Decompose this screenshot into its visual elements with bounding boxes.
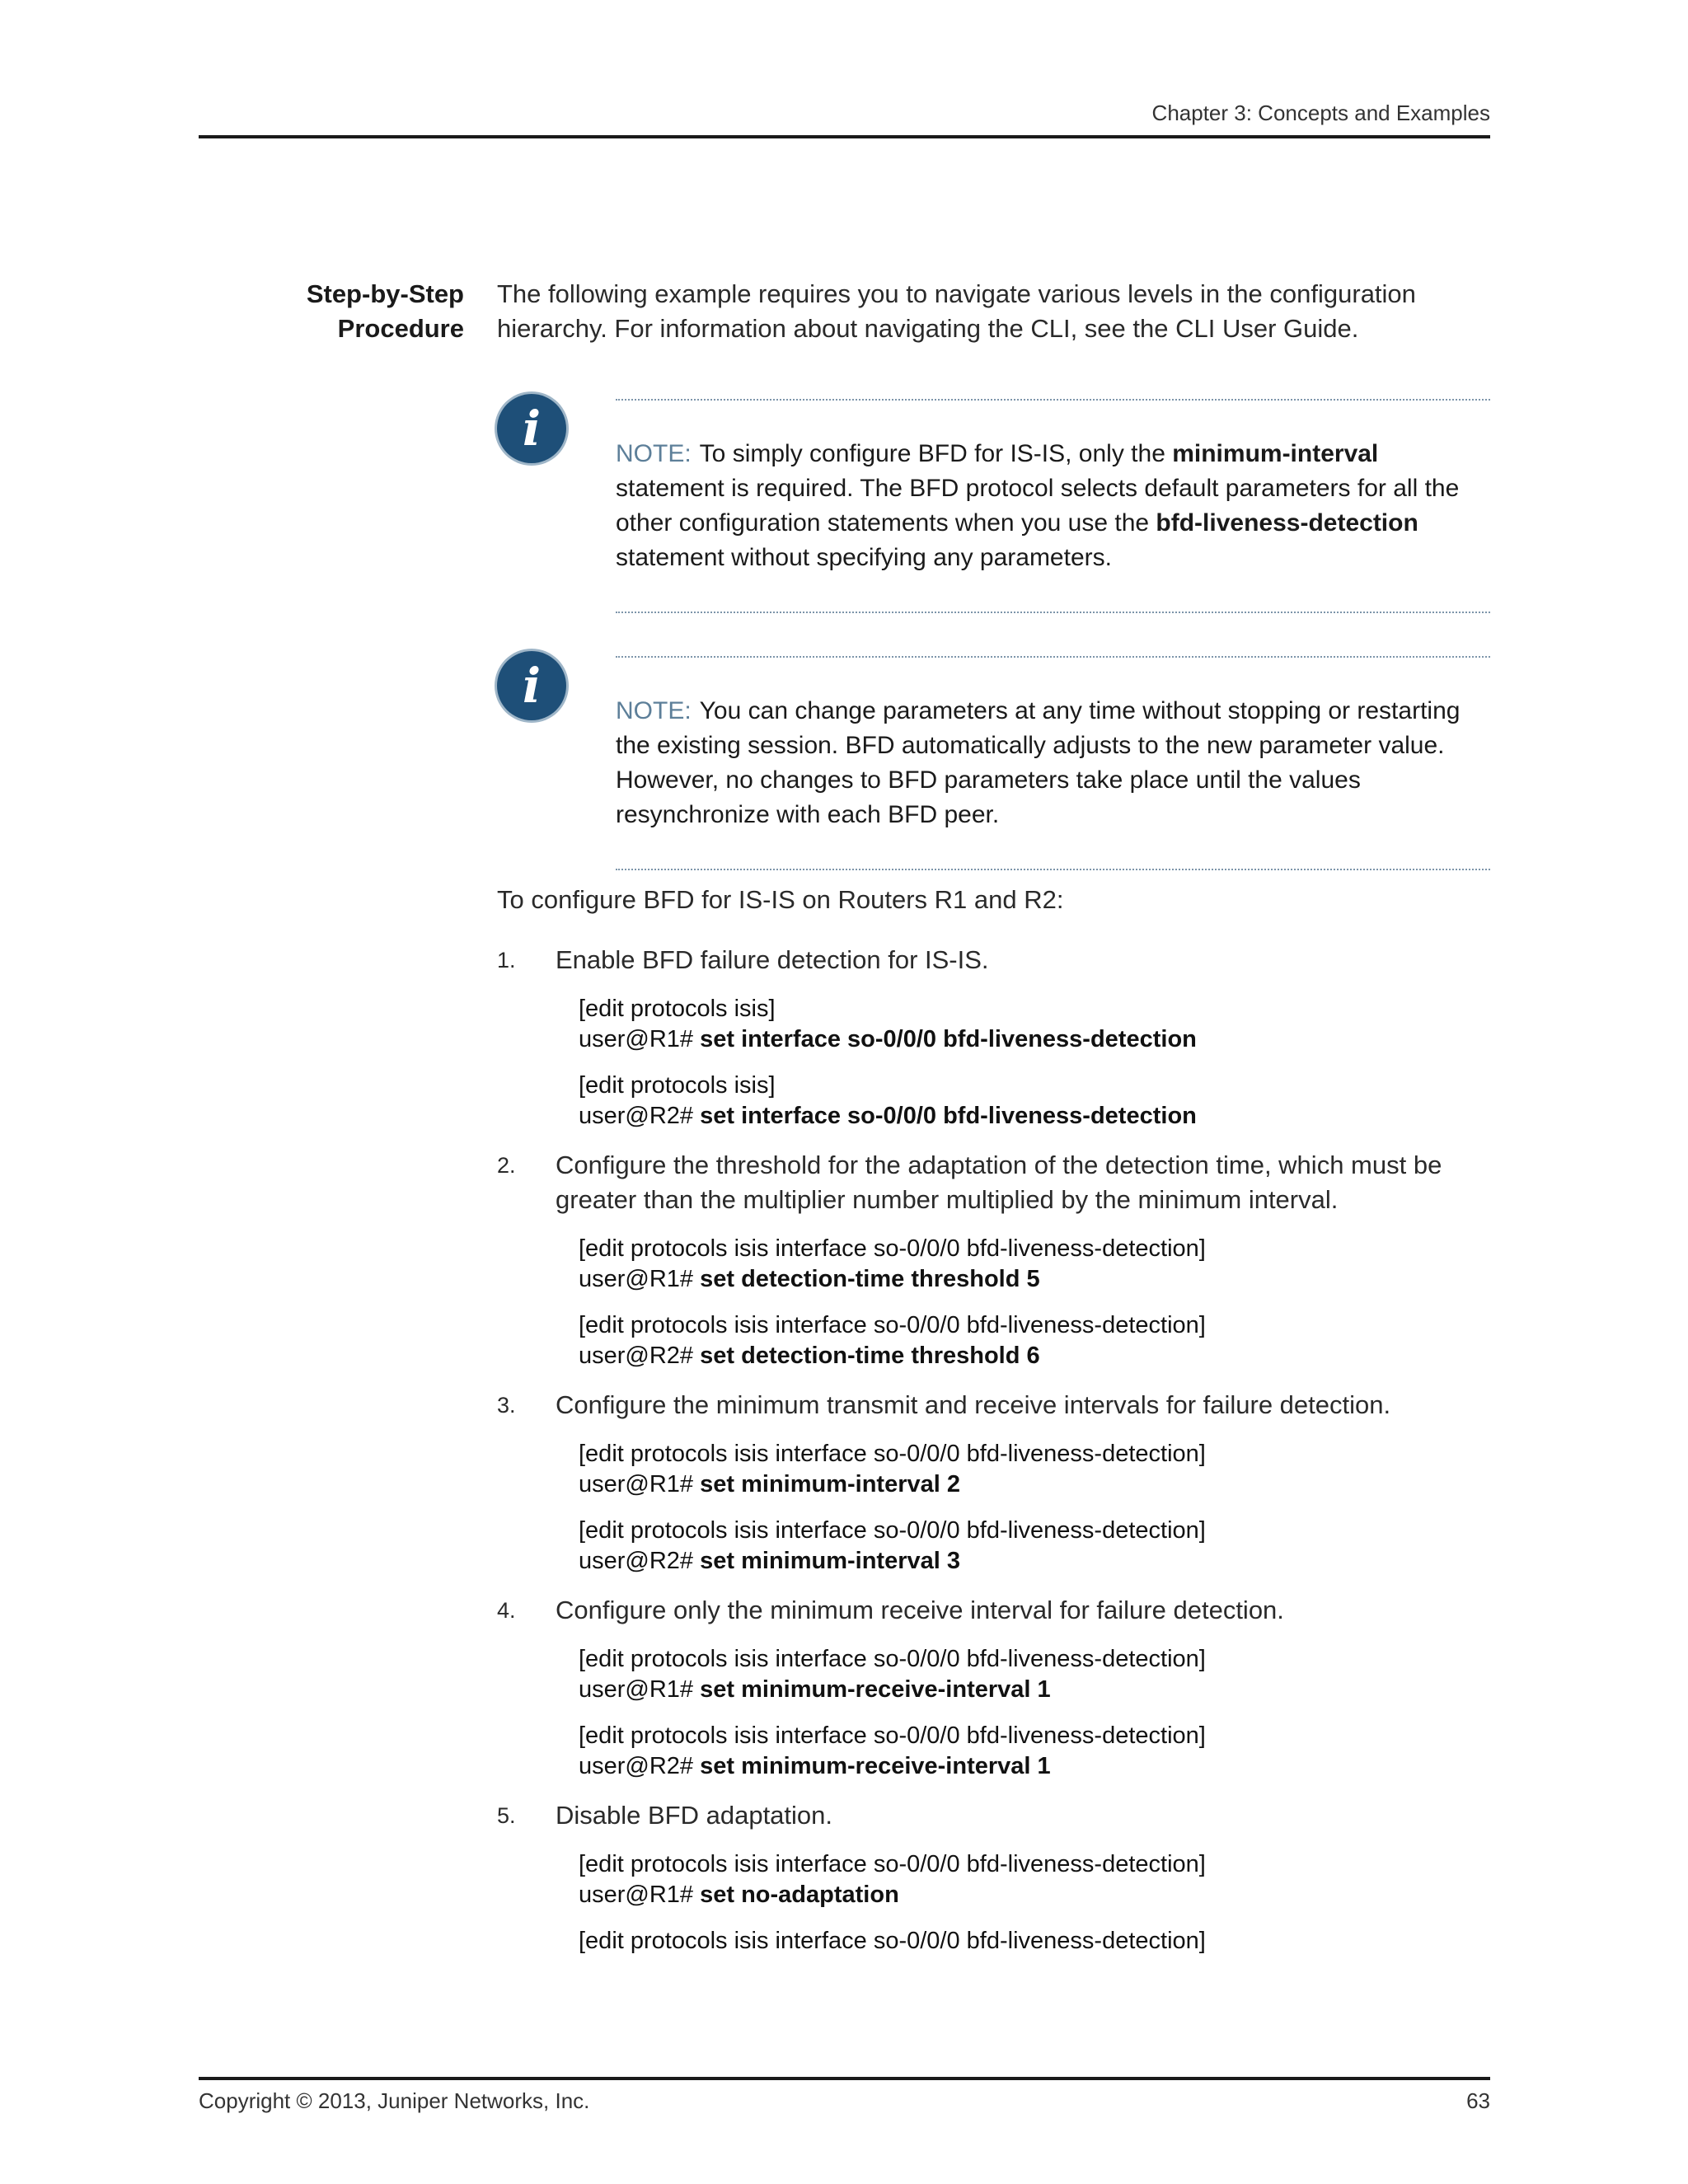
side-label-line1: Step-by-Step (306, 279, 464, 308)
code-context: [edit protocols isis interface so-0/0/0 bfd-liveness-detection] (579, 1851, 1206, 1877)
note-body (616, 399, 1490, 613)
code-command-line (579, 1101, 1197, 1132)
code-prompt: user@R1# (579, 1882, 701, 1908)
code-command: set minimum-interval 2 (700, 1471, 960, 1497)
code-command: set minimum-receive-interval 1 (700, 1676, 1051, 1703)
step-number: 3. (497, 1393, 516, 1418)
code-block (579, 1644, 1206, 1705)
code-command: set interface so-0/0/0 bfd-liveness-detection (700, 1026, 1197, 1052)
intro-paragraph: The following example requires you to navigate various levels in the configuration hierarchy. For information about navigating the CLI, see the CLI User Guide. (497, 279, 1416, 343)
note-text-part: To simply configure BFD for IS-IS, only the (699, 440, 1173, 467)
page-number: 63 (1466, 2088, 1490, 2113)
info-icon: i (497, 394, 566, 463)
code-block (579, 1516, 1206, 1577)
code-command: set no-adaptation (700, 1882, 899, 1908)
code-block (579, 1439, 1206, 1500)
step-number: 2. (497, 1153, 516, 1178)
code-prompt: user@R1# (579, 1676, 701, 1703)
code-prompt: user@R1# (579, 1026, 701, 1052)
code-command: set minimum-receive-interval 1 (700, 1753, 1051, 1779)
code-command-line (579, 1751, 1206, 1782)
step-description: Disable BFD adaptation. (556, 1801, 833, 1830)
info-icon: i (497, 651, 566, 720)
code-command-line (579, 1880, 1206, 1910)
code-block (579, 1721, 1206, 1782)
code-prompt: user@R2# (579, 1548, 701, 1574)
page-header (199, 101, 1490, 138)
note-label: NOTE: (616, 440, 692, 467)
code-block (579, 1310, 1206, 1371)
code-context: [edit protocols isis interface so-0/0/0 bfd-liveness-detection] (579, 1646, 1206, 1672)
side-label-line2: Procedure (337, 314, 464, 343)
code-command-line (579, 1469, 1206, 1500)
step-description: Configure the threshold for the adaptation of the detection time, which must be greater than the multiplier number multiplied by the minimum interval. (556, 1151, 1442, 1214)
note-text-part: statement is required. The BFD protocol selects default parameters for all the other configuration statements when you use the (616, 475, 1460, 537)
code-prompt: user@R1# (579, 1471, 701, 1497)
note-text-part: You can change parameters at any time without stopping or restarting the existing session. BFD automatically adjusts to the new parameter value. However, no changes to BFD parameters take place until the values resynchronize with each BFD peer. (616, 697, 1461, 828)
code-context: [edit protocols isis interface so-0/0/0 bfd-liveness-detection] (579, 1235, 1206, 1262)
code-context: [edit protocols isis] (579, 1072, 776, 1099)
note-command: minimum-interval (1172, 440, 1379, 467)
code-context: [edit protocols isis interface so-0/0/0 bfd-liveness-detection] (579, 1312, 1206, 1338)
note-text-part: statement without specifying any parameters. (616, 544, 1112, 571)
section-side-label (199, 277, 464, 346)
code-block (579, 994, 1197, 1055)
code-prompt: user@R2# (579, 1103, 701, 1129)
code-command-line (579, 1675, 1206, 1705)
code-command-line (579, 1024, 1197, 1055)
code-context: [edit protocols isis interface so-0/0/0 bfd-liveness-detection] (579, 1517, 1206, 1544)
code-context: [edit protocols isis] (579, 996, 776, 1022)
code-command: set interface so-0/0/0 bfd-liveness-detection (700, 1103, 1197, 1129)
note-text (616, 694, 1490, 832)
step-number: 5. (497, 1803, 516, 1828)
code-prompt: user@R2# (579, 1343, 701, 1369)
step-description: Configure the minimum transmit and receive intervals for failure detection. (556, 1390, 1391, 1419)
code-context: [edit protocols isis interface so-0/0/0 bfd-liveness-detection] (579, 1928, 1206, 1954)
code-command: set minimum-interval 3 (700, 1548, 960, 1574)
step-description: Configure only the minimum receive interval for failure detection. (556, 1596, 1284, 1624)
code-context: [edit protocols isis interface so-0/0/0 bfd-liveness-detection] (579, 1441, 1206, 1467)
code-command-line (579, 1546, 1206, 1577)
code-block (579, 1071, 1197, 1132)
chapter-title: Chapter 3: Concepts and Examples (1151, 101, 1490, 125)
code-block (579, 1234, 1206, 1295)
configure-intro: To configure BFD for IS-IS on Routers R1 and R2: (497, 885, 1064, 914)
copyright-text: Copyright © 2013, Juniper Networks, Inc. (199, 2088, 590, 2113)
note-command: bfd-liveness-detection (1156, 509, 1418, 537)
step-number: 1. (497, 948, 516, 972)
code-prompt: user@R2# (579, 1753, 701, 1779)
code-context: [edit protocols isis interface so-0/0/0 bfd-liveness-detection] (579, 1722, 1206, 1749)
code-command-line (579, 1341, 1206, 1371)
code-block (579, 1926, 1206, 1957)
code-command: set detection-time threshold 5 (700, 1266, 1040, 1292)
note-body (616, 656, 1490, 870)
page-footer (199, 2077, 1490, 2113)
step-number: 4. (497, 1598, 516, 1623)
code-prompt: user@R1# (579, 1266, 701, 1292)
note-text (616, 437, 1490, 575)
code-command-line (579, 1264, 1206, 1295)
code-block (579, 1849, 1206, 1910)
note-label: NOTE: (616, 697, 692, 724)
code-command: set detection-time threshold 6 (700, 1343, 1040, 1369)
step-description: Enable BFD failure detection for IS-IS. (556, 945, 989, 974)
